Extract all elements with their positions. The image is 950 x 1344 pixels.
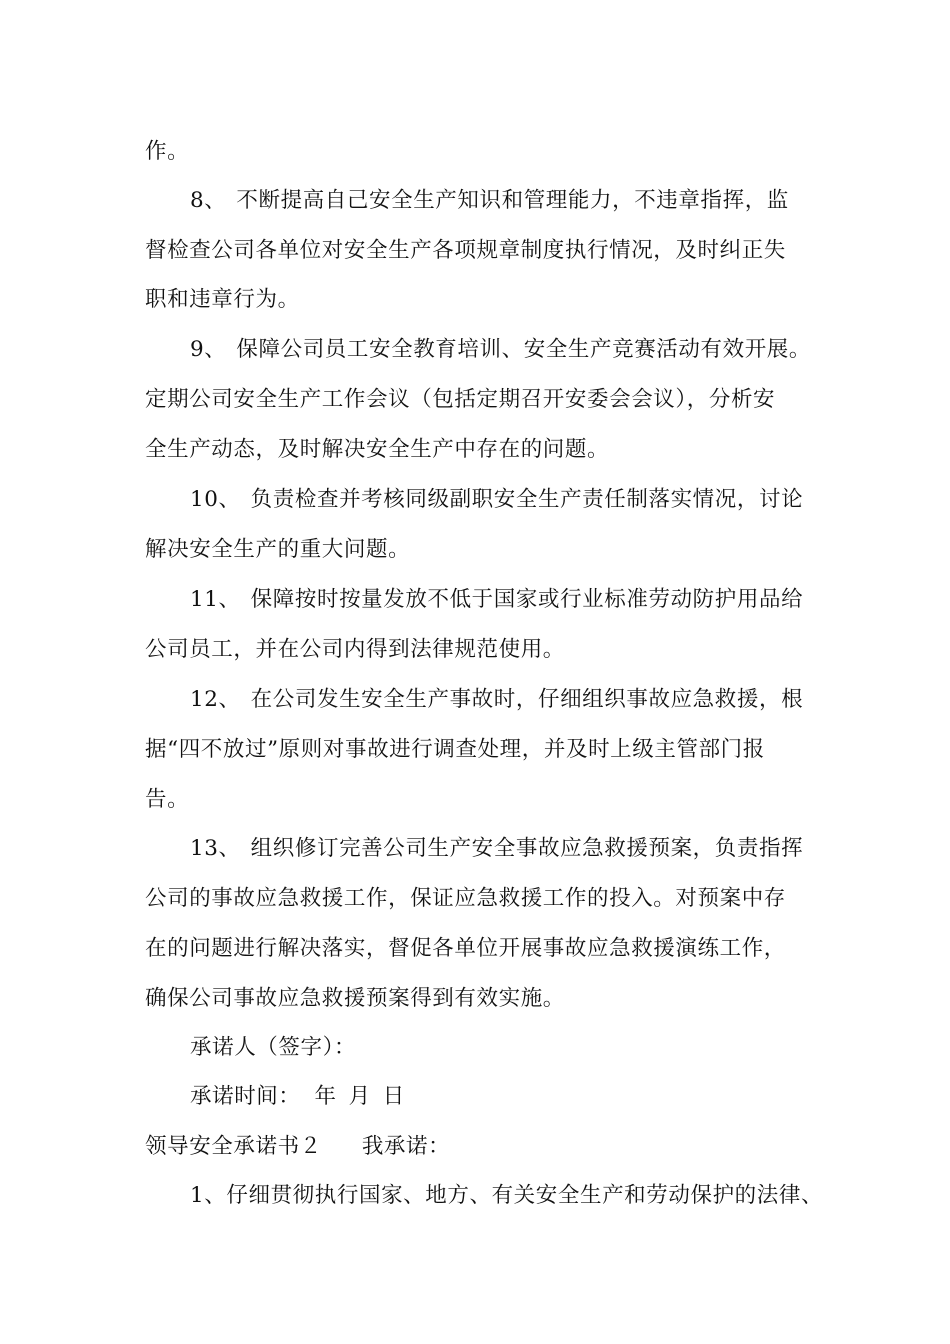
list-item-9 bbox=[190, 334, 811, 366]
section-heading bbox=[145, 1131, 450, 1163]
item-number: 11、 bbox=[190, 587, 241, 612]
text-line bbox=[145, 734, 765, 766]
list-item-13 bbox=[190, 833, 803, 865]
line-text: 作。 bbox=[145, 139, 190, 164]
item-number: 9、 bbox=[190, 337, 227, 362]
item-number: 10、 bbox=[190, 487, 241, 512]
list-item-11 bbox=[190, 584, 803, 616]
line-text: 在公司发生安全生产事故时，仔细组织事故应急救援，根 bbox=[250, 687, 804, 712]
item-number: 13、 bbox=[190, 836, 241, 861]
line-text: 解决安全生产的重大问题。 bbox=[145, 537, 411, 562]
text-line bbox=[145, 534, 410, 566]
list-item-10 bbox=[190, 484, 803, 516]
text-line bbox=[145, 634, 565, 666]
text-line bbox=[145, 933, 786, 965]
list-item-12 bbox=[190, 684, 803, 716]
line-text: 1、仔细贯彻执行国家、地方、有关安全生产和劳动保护的法律、 bbox=[190, 1183, 824, 1208]
line-text: 负责检查并考核同级副职安全生产责任制落实情况，讨论 bbox=[250, 487, 804, 512]
list-item-1 bbox=[190, 1180, 823, 1212]
item-number: 12、 bbox=[190, 687, 241, 712]
day-label: 日 bbox=[382, 1084, 405, 1109]
line-text: 保障按时按量发放不低于国家或行业标准劳动防护用品给 bbox=[250, 587, 804, 612]
line-text: 公司员工，并在公司内得到法律规范使用。 bbox=[145, 637, 565, 662]
year-label: 年 bbox=[314, 1084, 337, 1109]
line-text: 定期公司安全生产工作会议（包括定期召开安委会会议），分析安 bbox=[145, 387, 776, 412]
line-text: 不断提高自己安全生产知识和管理能力，不违章指挥，监 bbox=[236, 188, 789, 213]
text-line bbox=[145, 284, 300, 316]
text-line bbox=[145, 384, 775, 416]
line-text: 承诺人（签字）： bbox=[190, 1035, 357, 1060]
text-line bbox=[145, 784, 189, 816]
item-number: 8、 bbox=[190, 188, 227, 213]
line-text: 全生产动态，及时解决安全生产中存在的问题。 bbox=[145, 437, 610, 462]
section-title: 领导安全承诺书２ bbox=[145, 1134, 322, 1159]
line-text: 职和违章行为。 bbox=[145, 287, 300, 312]
line-text: 保障公司员工安全教育培训、安全生产竞赛活动有效开展。 bbox=[236, 337, 811, 362]
text-line bbox=[145, 983, 565, 1015]
line-text: 确保公司事故应急救援预案得到有效实施。 bbox=[145, 986, 565, 1011]
signature-line bbox=[190, 1032, 356, 1064]
line-text: 在的问题进行解决落实，督促各单位开展事故应急救援演练工作， bbox=[145, 936, 786, 961]
text-line bbox=[145, 235, 786, 267]
line-text: 督检查公司各单位对安全生产各项规章制度执行情况，及时纠正失 bbox=[145, 238, 786, 263]
line-text: 据“四不放过”原则对事故进行调查处理，并及时上级主管部门报 bbox=[145, 737, 765, 762]
date-label: 承诺时间： bbox=[190, 1084, 301, 1109]
date-line bbox=[190, 1081, 405, 1113]
list-item-8 bbox=[190, 185, 789, 217]
line-text: 告。 bbox=[145, 787, 190, 812]
text-line bbox=[145, 434, 609, 466]
month-label: 月 bbox=[348, 1084, 371, 1109]
line-text: 组织修订完善公司生产安全事故应急救援预案，负责指挥 bbox=[250, 836, 804, 861]
text-line bbox=[145, 883, 786, 915]
text-line bbox=[145, 136, 189, 168]
line-text: 公司的事故应急救援工作，保证应急救援工作的投入。对预案中存 bbox=[145, 886, 786, 911]
line-text: 我承诺： bbox=[361, 1134, 451, 1159]
